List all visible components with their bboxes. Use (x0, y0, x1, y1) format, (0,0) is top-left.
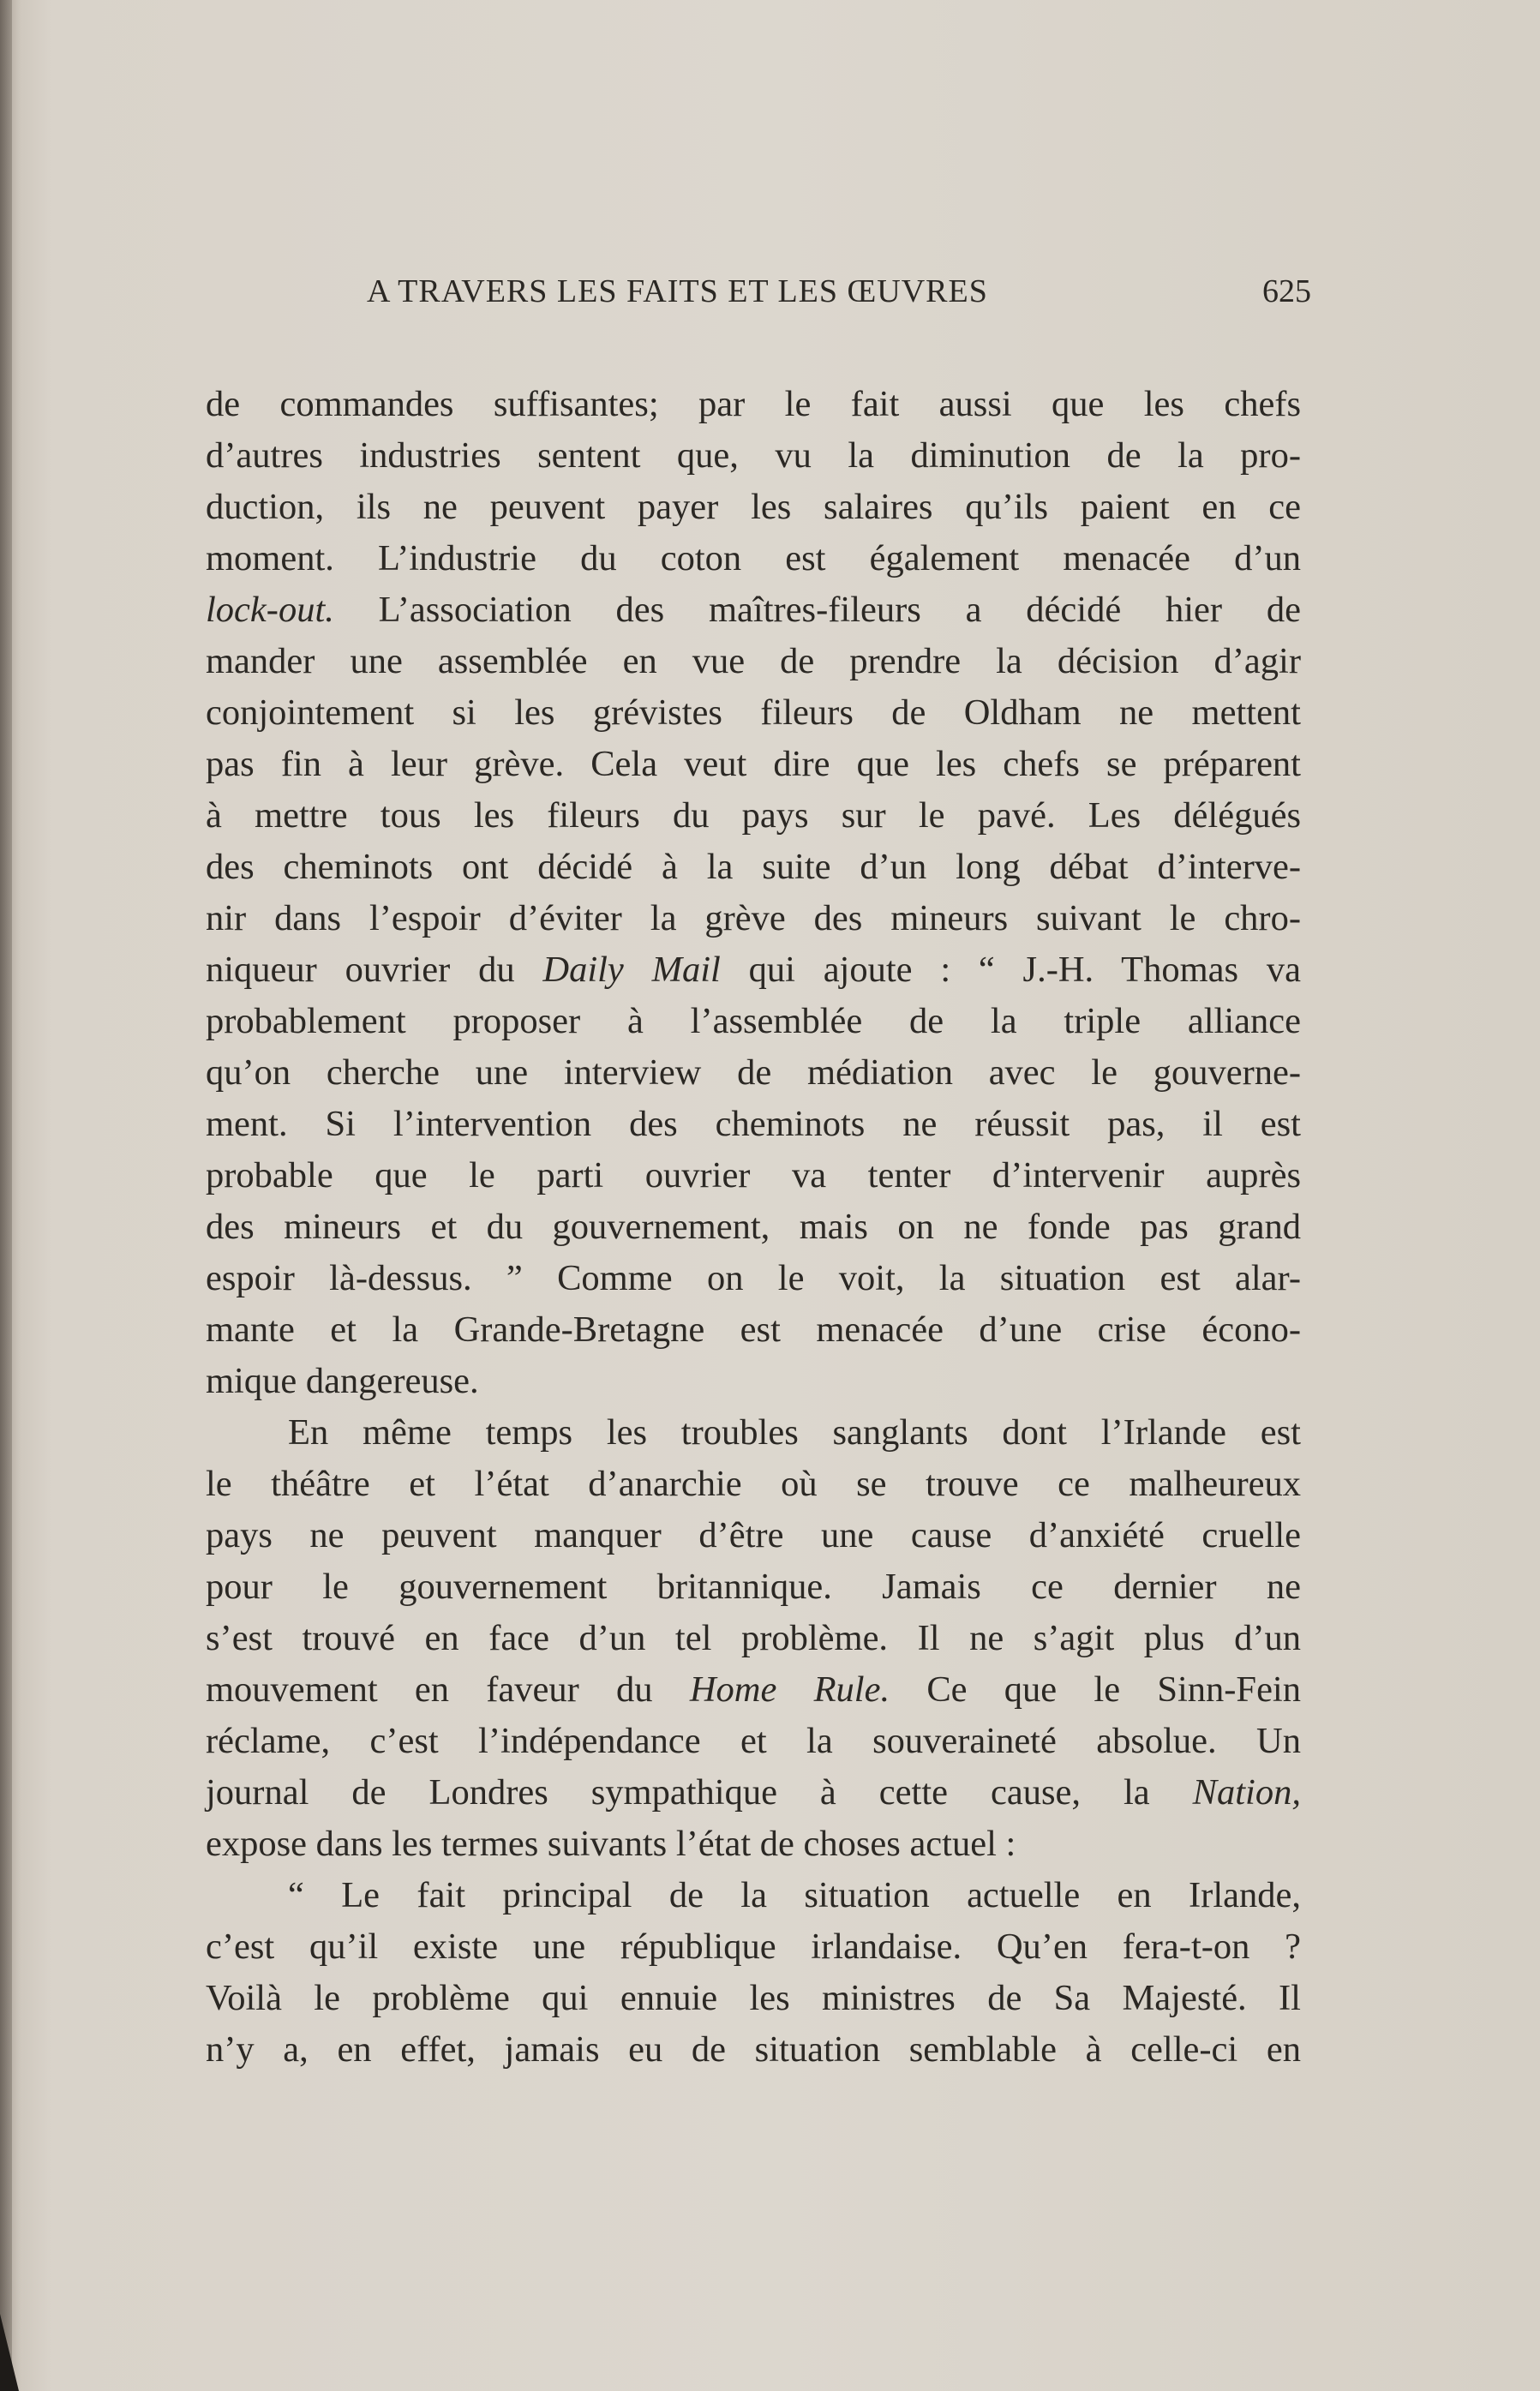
text-line: espoir là-dessus. ” Comme on le voit, la situation est alar- (206, 1258, 1301, 1298)
text-line: des cheminots ont décidé à la suite d’un long débat d’interve- (206, 847, 1301, 887)
text-line (206, 1767, 1301, 1819)
italic-term: lock-out. (206, 590, 334, 630)
text-line: qu’on cherche une interview de médiation avec le gouverne- (206, 1052, 1301, 1093)
text-line (206, 1664, 1301, 1716)
text-line: Voilà le problème qui ennuie les ministres de Sa Majesté. Il (206, 1978, 1301, 2018)
body-text (206, 379, 1301, 2076)
italic-term: Daily Mail (542, 950, 721, 990)
italic-term: Nation, (1192, 1772, 1301, 1813)
text-line: nir dans l’espoir d’éviter la grève des mineurs suivant le chro- (206, 898, 1301, 938)
text-line: duction, ils ne peuvent payer les salaires qu’ils paient en ce (206, 487, 1301, 527)
text-line: moment. L’industrie du coton est également menacée d’un (206, 538, 1301, 578)
text-segment: mouvement en faveur du (206, 1669, 690, 1710)
text-line (206, 584, 1301, 636)
text-line: réclame, c’est l’indépendance et la souveraineté absolue. Un (206, 1721, 1301, 1761)
text-line: probable que le parti ouvrier va tenter d’intervenir auprès (206, 1155, 1301, 1196)
text-line: pas fin à leur grève. Cela veut dire que les chefs se préparent (206, 744, 1301, 784)
paragraph-3 (206, 1870, 1301, 2076)
text-line: conjointement si les grévistes fileurs de Oldham ne mettent (206, 692, 1301, 733)
text-line: probablement proposer à l’assemblée de la triple alliance (206, 1001, 1301, 1041)
text-line (206, 944, 1301, 996)
text-segment: L’association des maîtres-fileurs a décidé hier de (333, 590, 1301, 630)
running-title: A TRAVERS LES FAITS ET LES ŒUVRES (367, 273, 988, 309)
text-line: “ Le fait principal de la situation actuelle en Irlande, (288, 1875, 1301, 1915)
text-line: n’y a, en effet, jamais eu de situation semblable à celle-ci en (206, 2029, 1301, 2070)
text-segment: Ce que le Sinn-Fein (890, 1669, 1301, 1710)
paragraph-1 (206, 379, 1301, 1407)
text-line: mander une assemblée en vue de prendre la décision d’agir (206, 641, 1301, 681)
text-segment: journal de Londres sympathique à cette cause, la (206, 1772, 1193, 1813)
text-line: pour le gouvernement britannique. Jamais ce dernier ne (206, 1567, 1301, 1607)
text-line: de commandes suffisantes; par le fait aussi que les chefs (206, 384, 1301, 424)
text-line: expose dans les termes suivants l’état de choses actuel : (206, 1824, 1016, 1864)
text-line: mante et la Grande-Bretagne est menacée d’une crise écono- (206, 1309, 1301, 1350)
page-spine-shadow (0, 0, 12, 2391)
text-line: ment. Si l’intervention des cheminots ne réussit pas, il est (206, 1104, 1301, 1144)
text-line: le théâtre et l’état d’anarchie où se trouve ce malheureux (206, 1464, 1301, 1504)
italic-term: Home Rule. (689, 1669, 890, 1710)
text-line: mique dangereuse. (206, 1361, 479, 1401)
text-line: pays ne peuvent manquer d’être une cause d’anxiété cruelle (206, 1515, 1301, 1555)
text-line: des mineurs et du gouvernement, mais on ne fonde pas grand (206, 1207, 1301, 1247)
text-segment: qui ajoute : “ J.-H. Thomas va (720, 950, 1301, 990)
text-line: c’est qu’il existe une république irlandaise. Qu’en fera-t-on ? (206, 1927, 1301, 1967)
text-line: à mettre tous les fileurs du pays sur le pavé. Les délégués (206, 795, 1301, 836)
page-number: 625 (1262, 273, 1311, 309)
running-head (367, 273, 1311, 315)
text-segment: niqueur ouvrier du (206, 950, 543, 990)
page-corner-shadow (0, 2314, 19, 2391)
text-line: En même temps les troubles sanglants dont l’Irlande est (288, 1412, 1301, 1453)
paragraph-2 (206, 1407, 1301, 1870)
text-line: d’autres industries sentent que, vu la diminution de la pro- (206, 435, 1301, 476)
text-line: s’est trouvé en face d’un tel problème. Il ne s’agit plus d’un (206, 1618, 1301, 1658)
